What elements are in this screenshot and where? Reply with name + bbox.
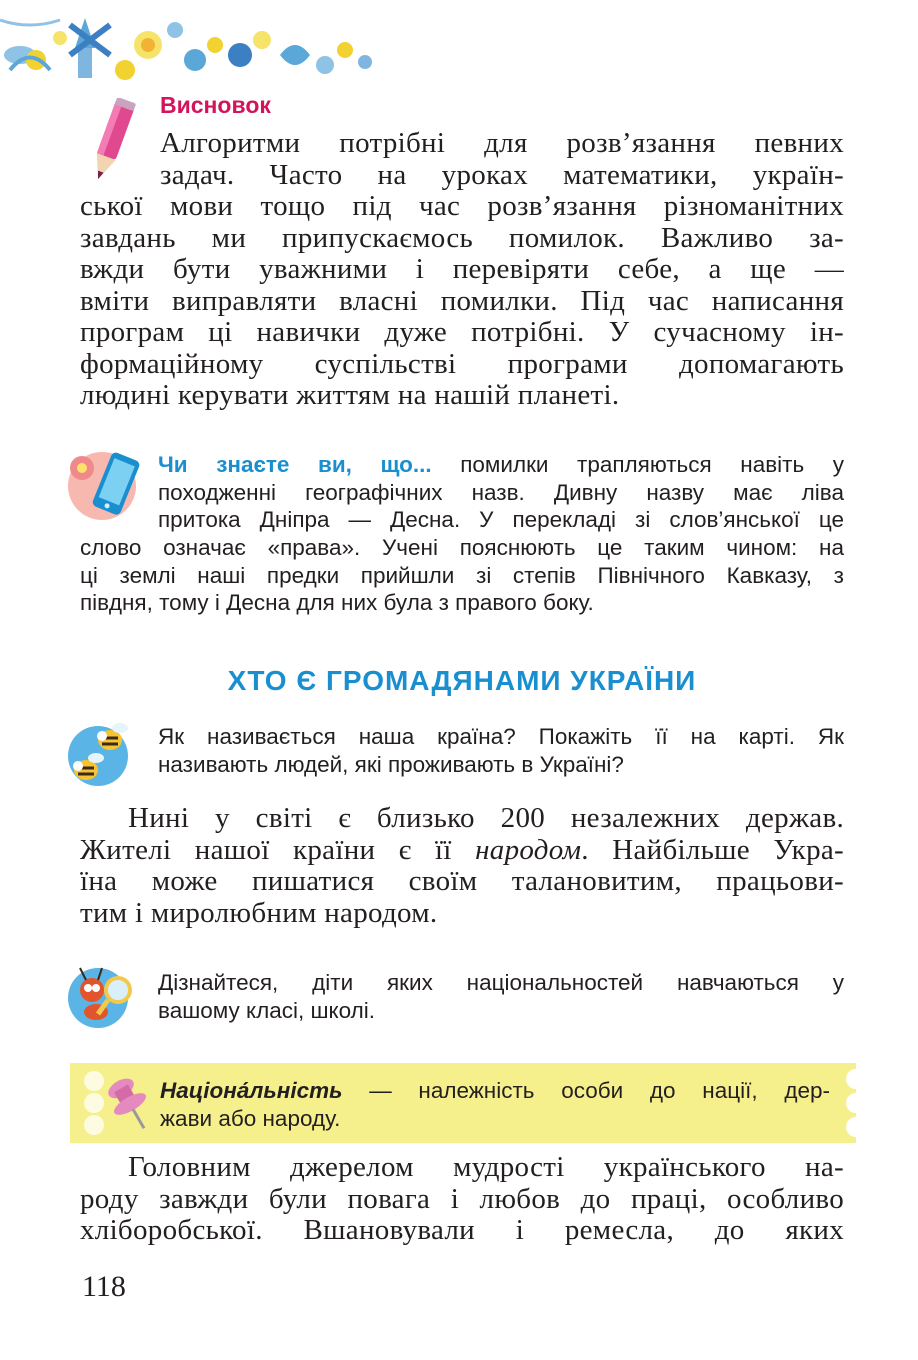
question-line: називають людей, які проживають в Україні? [158, 751, 624, 777]
task-text [158, 969, 844, 1024]
conclusion-text-rest [80, 191, 844, 412]
paragraph-line: тим і миролюбним народом. [80, 896, 438, 929]
did-you-know-rest [80, 534, 844, 617]
emphasized-term: народом [475, 833, 582, 866]
task-line: Дізнайтеся, діти яких національностей навчаються у [158, 970, 844, 995]
conclusion-line: вжди бути уважними і перевіряти себе, а ще — [80, 253, 844, 285]
did-you-know-line: Чи знаєте ви, що... помилки трапляються навіть у [158, 452, 844, 477]
definition-term: Націона́льність [160, 1078, 343, 1103]
paragraph-line: Нині у світі є близько 200 незалежних держав. [128, 802, 844, 834]
paragraph-line: їна може пишатися своїм талановитим, працьови- [80, 865, 844, 897]
did-you-know-lead: Чи знаєте ви, що... [158, 452, 432, 477]
paragraph-line: Жителі нашої країни є її народом. Найбільше Укра- [80, 833, 844, 866]
conclusion-line: формаційному суспільстві програми допомагають [80, 347, 844, 380]
paragraph-line: роду завжди були повага і любов до праці, особливо [80, 1182, 844, 1215]
task-line: вашому класі, школі. [158, 997, 376, 1023]
definition-text [160, 1077, 830, 1132]
did-you-know-first [158, 451, 844, 534]
paragraph-line: Головним джерелом мудрості українського на- [128, 1151, 844, 1183]
did-you-know-line: походженні географічних назв. Дивну назву має ліва [158, 479, 844, 505]
did-you-know-line: слово означає «права». Учені пояснюють це таким чином: на [80, 535, 844, 560]
conclusion-line: людині керувати життям на нашій планеті. [80, 379, 620, 411]
paragraph-nations [80, 803, 844, 929]
conclusion-line: задач. Часто на уроках математики, україн- [160, 158, 844, 191]
conclusion-title: Висновок [160, 92, 271, 118]
conclusion-line: програм ці навички дуже потрібні. У сучасному ін- [80, 316, 844, 348]
ant-magnifier-icon [62, 960, 142, 1032]
did-you-know-line: півдня, тому і Десна для них була з правого боку. [80, 590, 594, 615]
conclusion-line: ської мови тощо під час розв’язання різноманітних [80, 190, 844, 222]
section-title: ХТО Є ГРОМАДЯНАМИ УКРАЇНИ [227, 665, 697, 696]
conclusion-line: Алгоритми потрібні для розв’язання певних [160, 127, 844, 159]
question-text [158, 723, 844, 778]
phone-calculator-icon [64, 446, 144, 524]
page-number: 118 [82, 1270, 126, 1303]
conclusion-text-first [160, 128, 844, 191]
question-line: Як називається наша країна? Покажіть її на карті. Як [158, 724, 844, 749]
paragraph-wisdom [80, 1152, 844, 1247]
conclusion-line: завдань ми припускаємось помилок. Важливо за- [80, 221, 844, 254]
definition-line: жави або народу. [160, 1105, 341, 1131]
conclusion-line: вміти виправляти власні помилки. Під час написання [80, 284, 844, 317]
pencil-icon [84, 98, 142, 184]
folk-ornament-icon [0, 0, 380, 92]
did-you-know-line: притока Дніпра — Десна. У перекладі зі слов’янської це [158, 507, 844, 532]
definition-line: Націона́льність — належність особи до нації, дер- [160, 1078, 830, 1103]
pushpin-icon [104, 1074, 156, 1134]
did-you-know-line: ці землі наші предки прийшли зі степів Північного Кавказу, з [80, 562, 844, 588]
bees-icon [62, 718, 140, 788]
paragraph-line: хліборобської. Вшановували і ремесла, до яких [80, 1214, 844, 1246]
